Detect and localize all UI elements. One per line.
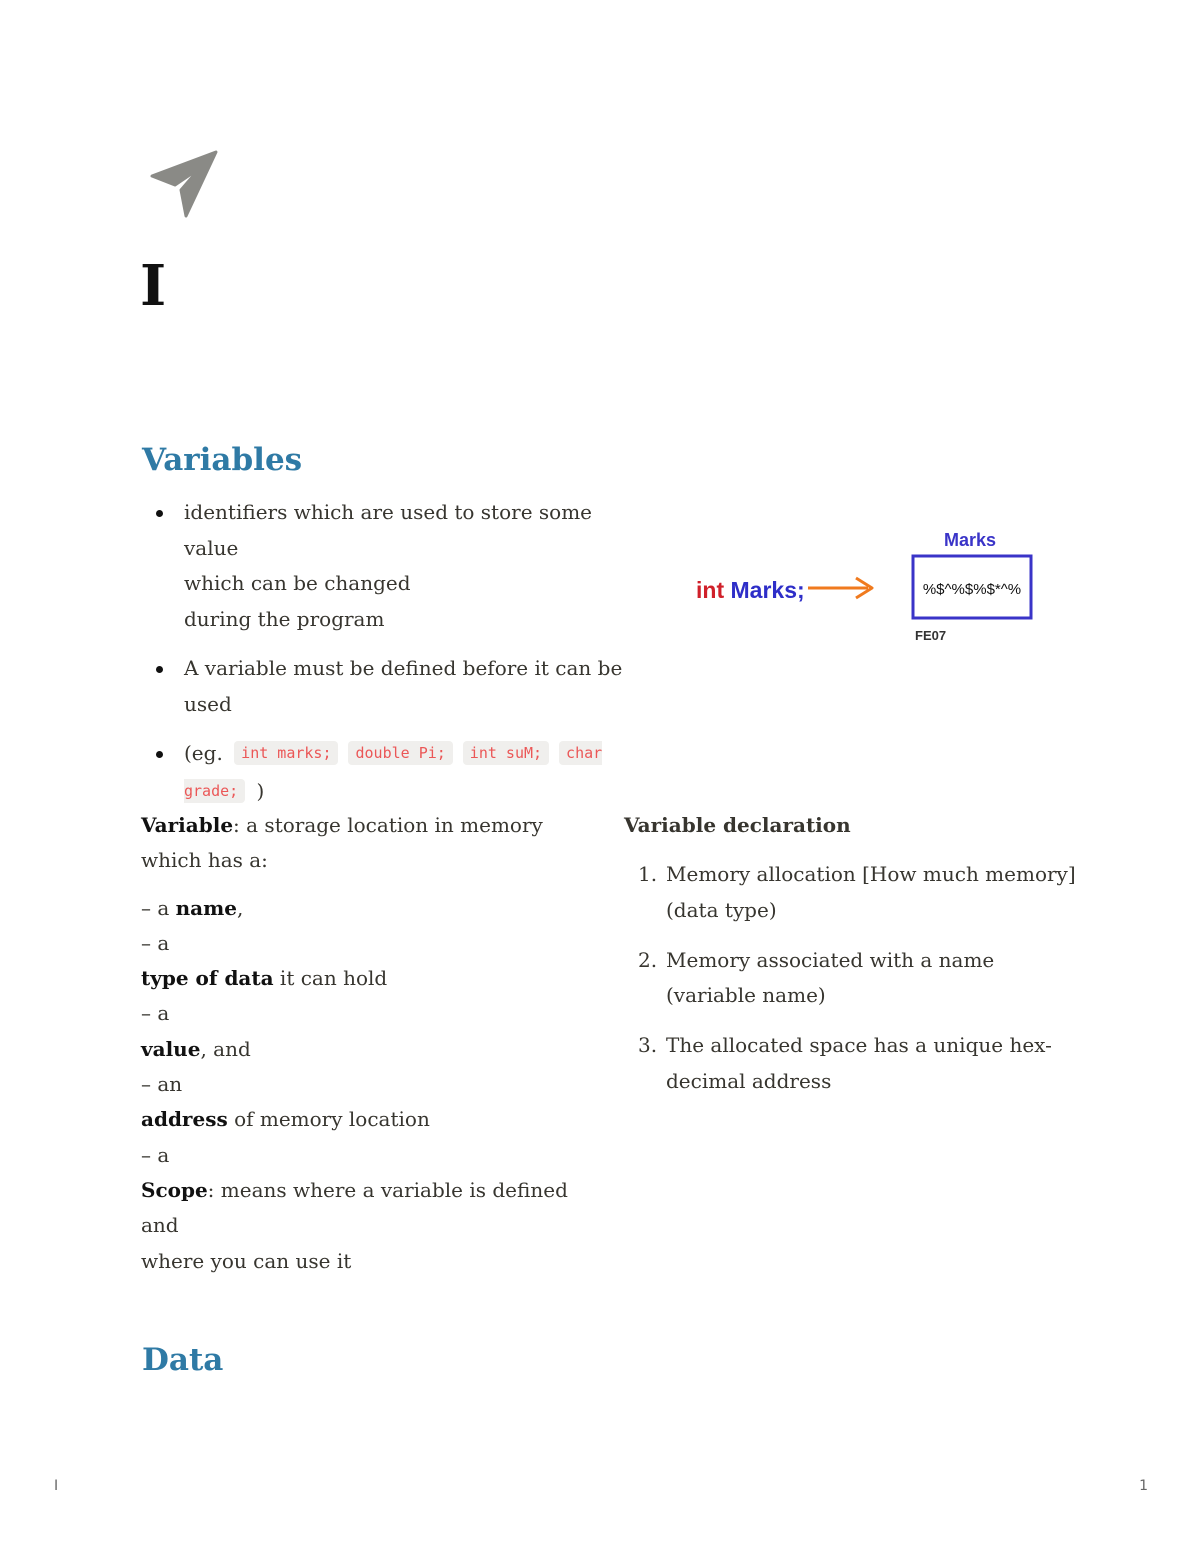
list-item: A variable must be defined before it can be used <box>150 651 650 722</box>
definition-item-address: address of memory location <box>141 1107 430 1132</box>
inline-code: char grade; <box>184 741 602 803</box>
page-number: 1 <box>1139 1478 1148 1494</box>
list-item: 3. The allocated space has a unique hex- decimal address <box>638 1033 1052 1093</box>
inline-code: int marks; <box>234 741 338 765</box>
declaration-list <box>624 857 1084 1099</box>
variable-declaration <box>624 808 1084 1114</box>
memory-address: FE07 <box>915 628 947 643</box>
list-item: identifiers which are used to store some value which can be changed during the program <box>150 495 650 637</box>
list-item: 1. Memory allocation [How much memory] (data type) <box>638 862 1076 922</box>
section-heading-variables: Variables <box>142 442 303 478</box>
page-title: I <box>140 253 167 319</box>
inline-code: int suM; <box>463 741 549 765</box>
diagram-code-label: int Marks; <box>696 577 805 603</box>
footer-title: I <box>54 1478 59 1494</box>
list-item-example: (eg. int marks; double Pi; int suM; char grade; ) <box>150 736 650 811</box>
paper-plane-icon <box>148 148 220 220</box>
definition-item-scope: Scope: means where a variable is defined and <box>141 1177 568 1238</box>
section-heading-data: Data <box>142 1342 224 1378</box>
definition-item-value: value, and <box>141 1036 251 1061</box>
list-item: 2. Memory associated with a name (variable name) <box>638 947 995 1008</box>
definition-item-name: – a name, <box>141 895 244 920</box>
variables-bullet-list <box>150 495 650 825</box>
declaration-heading: Variable declaration <box>624 813 851 837</box>
variable-definition: Variable: a storage location in memory which has a: – a name, – a type of data it can hold – a value, and – an address of memory location – a Scope: means where a variable is defined and where you can use it <box>141 808 601 1279</box>
inline-code: double Pi; <box>348 741 452 765</box>
variable-memory-diagram <box>688 522 1048 650</box>
definition-item-type: type of data it can hold <box>141 966 388 991</box>
memory-box-value: %$^%$%$*^% <box>922 581 1022 598</box>
diagram-box-label: Marks <box>943 530 997 550</box>
